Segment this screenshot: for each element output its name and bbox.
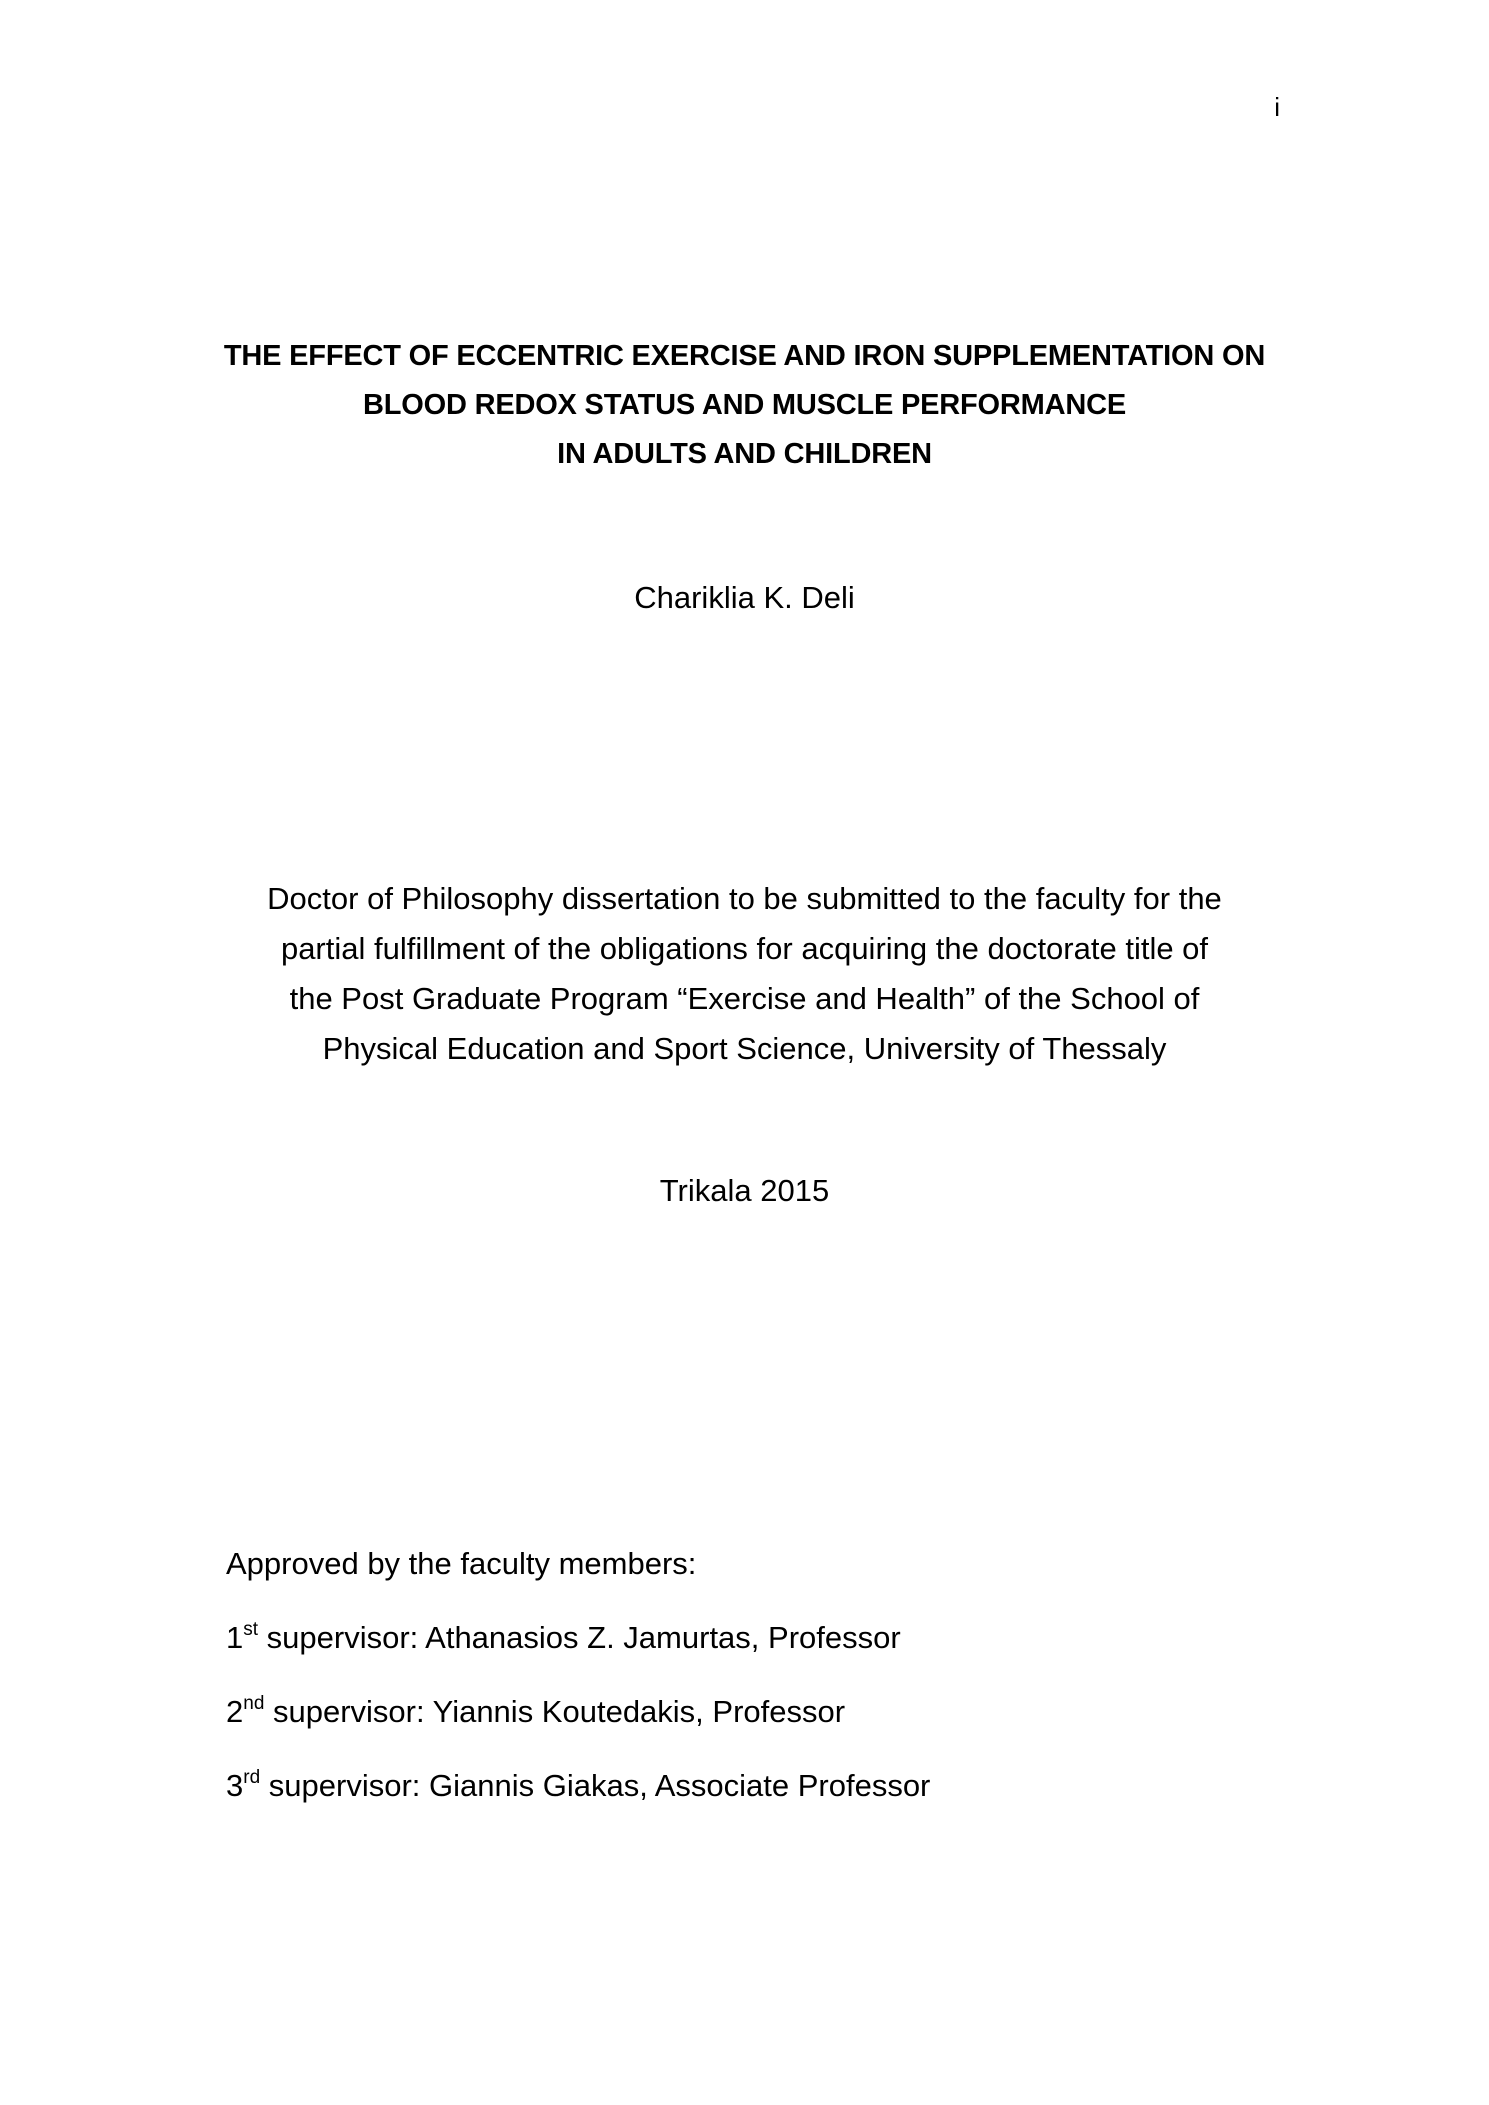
title-line: THE EFFECT OF ECCENTRIC EXERCISE AND IRON SUPPLEMENTATION ON bbox=[223, 340, 1266, 372]
supervisor-text: supervisor: Athanasios Z. Jamurtas, Professor bbox=[258, 1620, 901, 1655]
supervisor-second bbox=[226, 1692, 1326, 1732]
supervisor-first bbox=[226, 1618, 1326, 1658]
ordinal-suffix: nd bbox=[243, 1692, 265, 1714]
description-line: the Post Graduate Program “Exercise and Health” of the School of bbox=[289, 981, 1200, 1016]
supervisor-text: supervisor: Giannis Giakas, Associate Professor bbox=[260, 1768, 931, 1803]
approval-heading: Approved by the faculty members: bbox=[226, 1546, 697, 1581]
page-number: i bbox=[1274, 92, 1280, 122]
supervisor-number: 2 bbox=[226, 1694, 244, 1729]
title-line: IN ADULTS AND CHILDREN bbox=[557, 438, 932, 470]
title-line: BLOOD REDOX STATUS AND MUSCLE PERFORMANCE bbox=[363, 389, 1126, 421]
description-line: partial fulfillment of the obligations for acquiring the doctorate title of bbox=[280, 931, 1209, 966]
supervisor-third bbox=[226, 1766, 1326, 1806]
description-line: Doctor of Philosophy dissertation to be submitted to the faculty for the bbox=[267, 881, 1222, 916]
approval-section bbox=[226, 1544, 1326, 1840]
dissertation-title bbox=[0, 332, 1489, 479]
place-and-year: Trikala 2015 bbox=[659, 1173, 830, 1208]
ordinal-suffix: st bbox=[243, 1618, 259, 1640]
dissertation-description bbox=[0, 874, 1489, 1074]
supervisor-number: 3 bbox=[226, 1768, 244, 1803]
supervisor-number: 1 bbox=[226, 1620, 244, 1655]
ordinal-suffix: rd bbox=[243, 1766, 261, 1788]
supervisor-text: supervisor: Yiannis Koutedakis, Professor bbox=[264, 1694, 846, 1729]
description-line: Physical Education and Sport Science, University of Thessaly bbox=[322, 1031, 1167, 1066]
author-name: Chariklia K. Deli bbox=[634, 580, 855, 615]
